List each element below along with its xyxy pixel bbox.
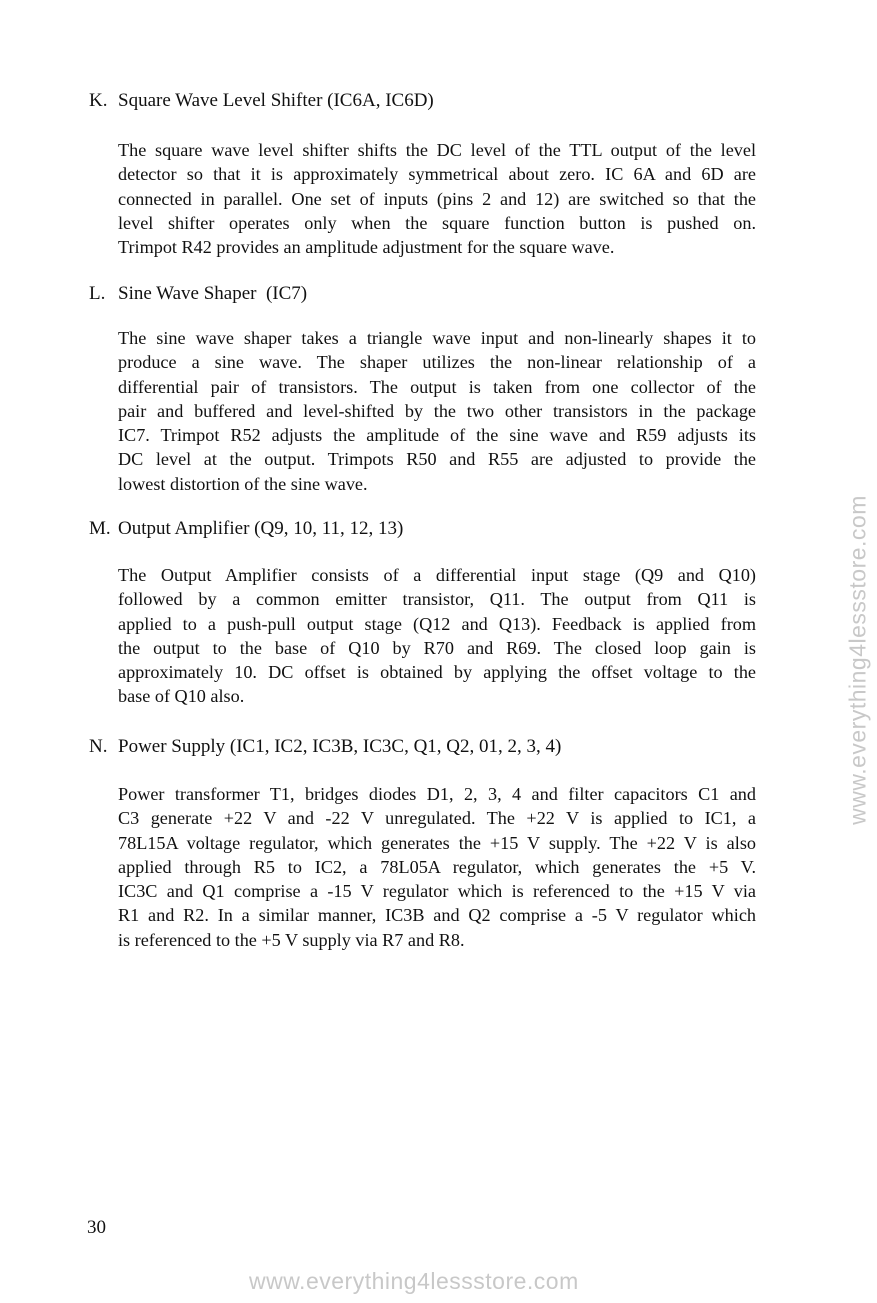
watermark-vertical: www.everything4lessstore.com <box>844 495 871 825</box>
section-heading <box>0 734 877 760</box>
paragraph-line: R1 and R2. In a similar manner, IC3B and Q2 comprise a -5 V regulator which <box>118 905 756 926</box>
watermark-footer: www.everything4lessstore.com <box>249 1268 579 1294</box>
section-title: Power Supply (IC1, IC2, IC3B, IC3C, Q1, Q2, 01, 2, 3, 4) <box>118 736 562 757</box>
page-number: 30 <box>87 1217 106 1238</box>
section-heading <box>0 516 877 542</box>
paragraph-line: 78L15A voltage regulator, which generates the +15 V supply. The +22 V is also <box>118 832 756 853</box>
paragraph-line: pair and buffered and level-shifted by the two other transistors in the package <box>118 400 756 421</box>
section-n <box>0 734 877 950</box>
section-heading <box>0 281 877 307</box>
section-letter: K. <box>89 90 108 111</box>
paragraph-line: detector so that it is approximately symmetrical about zero. IC 6A and 6D are <box>118 164 756 185</box>
paragraph-line: applied to a push-pull output stage (Q12 and Q13). Feedback is applied from <box>118 613 756 634</box>
paragraph-line: produce a sine wave. The shaper utilizes the non-linear relationship of a <box>118 352 756 373</box>
paragraph-line: DC level at the output. Trimpots R50 and R55 are adjusted to provide the <box>118 449 756 470</box>
paragraph-line: IC7. Trimpot R52 adjusts the amplitude of the sine wave and R59 adjusts its <box>118 425 756 446</box>
section-paragraph <box>118 326 756 496</box>
section-title: Square Wave Level Shifter (IC6A, IC6D) <box>118 90 434 111</box>
paragraph-line: C3 generate +22 V and -22 V unregulated. The +22 V is applied to IC1, a <box>118 808 756 829</box>
section-l <box>0 281 877 494</box>
paragraph-line: The square wave level shifter shifts the DC level of the TTL output of the level <box>118 140 756 160</box>
paragraph-line: differential pair of transistors. The output is taken from one collector of the <box>118 376 756 397</box>
paragraph-line: Trimpot R42 provides an amplitude adjustment for the square wave. <box>118 237 615 258</box>
section-paragraph <box>118 563 756 709</box>
paragraph-line: The Output Amplifier consists of a differential input stage (Q9 and Q10) <box>118 565 756 585</box>
paragraph-line: followed by a common emitter transistor, Q11. The output from Q11 is <box>118 589 756 610</box>
paragraph-line: is referenced to the +5 V supply via R7 and R8. <box>118 929 465 950</box>
paragraph-line: The sine wave shaper takes a triangle wave input and non-linearly shapes it to <box>118 328 756 348</box>
section-paragraph <box>118 782 756 952</box>
paragraph-line: IC3C and Q1 comprise a -15 V regulator which is referenced to the +15 V via <box>118 881 756 902</box>
section-paragraph <box>118 138 756 259</box>
section-heading <box>0 88 877 114</box>
paragraph-line: lowest distortion of the sine wave. <box>118 473 368 494</box>
section-title: Output Amplifier (Q9, 10, 11, 12, 13) <box>118 518 404 539</box>
section-title: Sine Wave Shaper (IC7) <box>118 283 308 304</box>
paragraph-line: connected in parallel. One set of inputs (pins 2 and 12) are switched so that the <box>118 188 756 209</box>
paragraph-line: level shifter operates only when the square function button is pushed on. <box>118 212 756 233</box>
paragraph-line: approximately 10. DC offset is obtained by applying the offset voltage to the <box>118 662 756 683</box>
paragraph-line: base of Q10 also. <box>118 686 245 707</box>
paragraph-line: the output to the base of Q10 by R70 and R69. The closed loop gain is <box>118 637 756 658</box>
section-letter: N. <box>89 736 108 757</box>
paragraph-line: applied through R5 to IC2, a 78L05A regulator, which generates the +5 V. <box>118 856 756 877</box>
section-letter: M. <box>89 518 111 539</box>
section-k <box>0 88 877 258</box>
section-letter: L. <box>89 283 106 304</box>
paragraph-line: Power transformer T1, bridges diodes D1, 2, 3, 4 and filter capacitors C1 and <box>118 784 756 804</box>
